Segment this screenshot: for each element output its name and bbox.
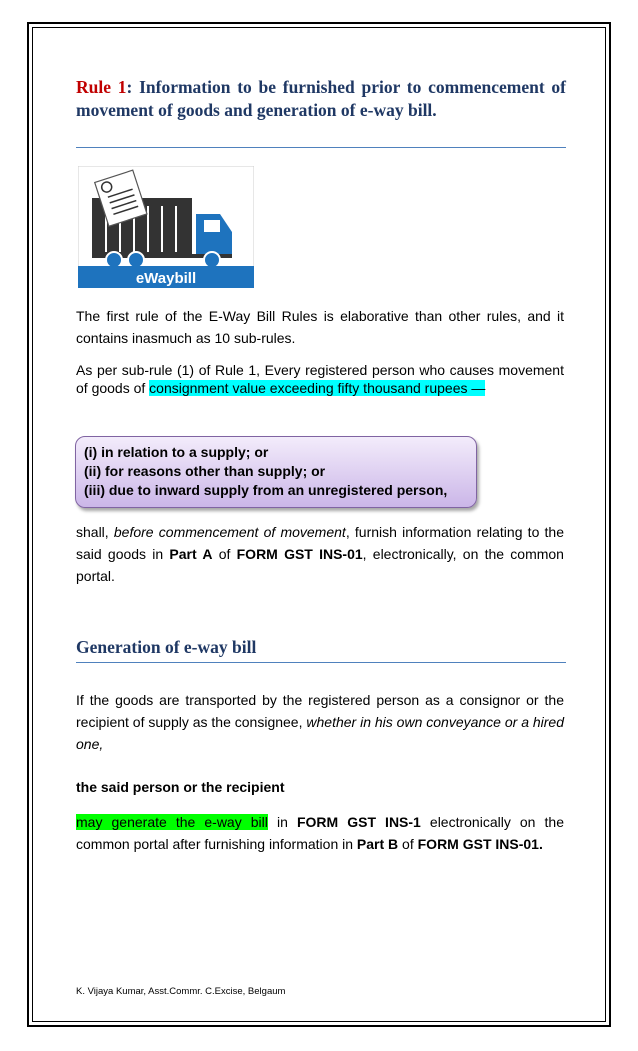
bold-run: FORM GST INS-1 <box>296 814 421 830</box>
bold-run: Part A <box>169 546 213 562</box>
condition-item: (i) in relation to a supply; or <box>84 444 269 460</box>
highlighted-action: may generate the e-way bill <box>76 814 268 830</box>
condition-item: (iii) due to inward supply from an unregistered person, <box>84 482 448 498</box>
text-run: , electronically, on the common portal. <box>76 546 564 584</box>
ewaybill-logo <box>78 166 254 288</box>
logo-text: eWaybill <box>135 270 197 287</box>
text-run: in <box>267 814 297 830</box>
section-heading: Generation of e-way bill <box>76 637 257 657</box>
italic-run: whether in his own conveyance or a hired one, <box>76 714 564 752</box>
highlighted-threshold: consignment value exceeding fifty thousand rupees — <box>149 380 486 396</box>
generation-paragraph <box>76 811 564 855</box>
rule-label: Rule 1 <box>76 77 127 97</box>
heading-underline <box>76 147 566 148</box>
subrule-text: As per sub-rule (1) of Rule 1, Every registered person who causes movement of goods of <box>76 362 564 396</box>
text-run: of <box>212 546 237 562</box>
condition-item: (ii) for reasons other than supply; or <box>84 463 326 479</box>
bold-run: Part B <box>356 836 399 852</box>
text-run: shall, <box>76 524 114 540</box>
rule-heading <box>76 76 566 122</box>
italic-run: before commencement of movement <box>113 524 346 540</box>
text-run: of <box>398 836 418 852</box>
obligation-paragraph <box>76 521 564 587</box>
intro-paragraph: The first rule of the E-Way Bill Rules is elaborative than other rules, and it contains inasmuch as 10 sub-rules. <box>76 308 564 346</box>
section-underline <box>76 662 566 663</box>
bold-run: FORM GST INS-01. <box>417 836 543 852</box>
rule-title: : Information to be furnished prior to commencement of movement of goods and generation of e-way bill. <box>76 77 567 120</box>
recipient-line: the said person or the recipient <box>76 779 285 795</box>
conditions-callout <box>75 436 477 508</box>
footer-author: K. Vijaya Kumar, Asst.Commr. C.Excise, Belgaum <box>76 986 286 997</box>
text-run: electronically on the common portal after furnishing information in <box>76 814 564 852</box>
text-run: , furnish information relating to the said goods in <box>76 524 565 562</box>
text-run: If the goods are transported by the registered person as a consignor or the recipient of supply as the consignee, <box>76 692 564 730</box>
bold-run: FORM GST INS-01 <box>236 546 363 562</box>
transport-paragraph <box>76 689 564 755</box>
subrule-paragraph <box>76 361 564 397</box>
